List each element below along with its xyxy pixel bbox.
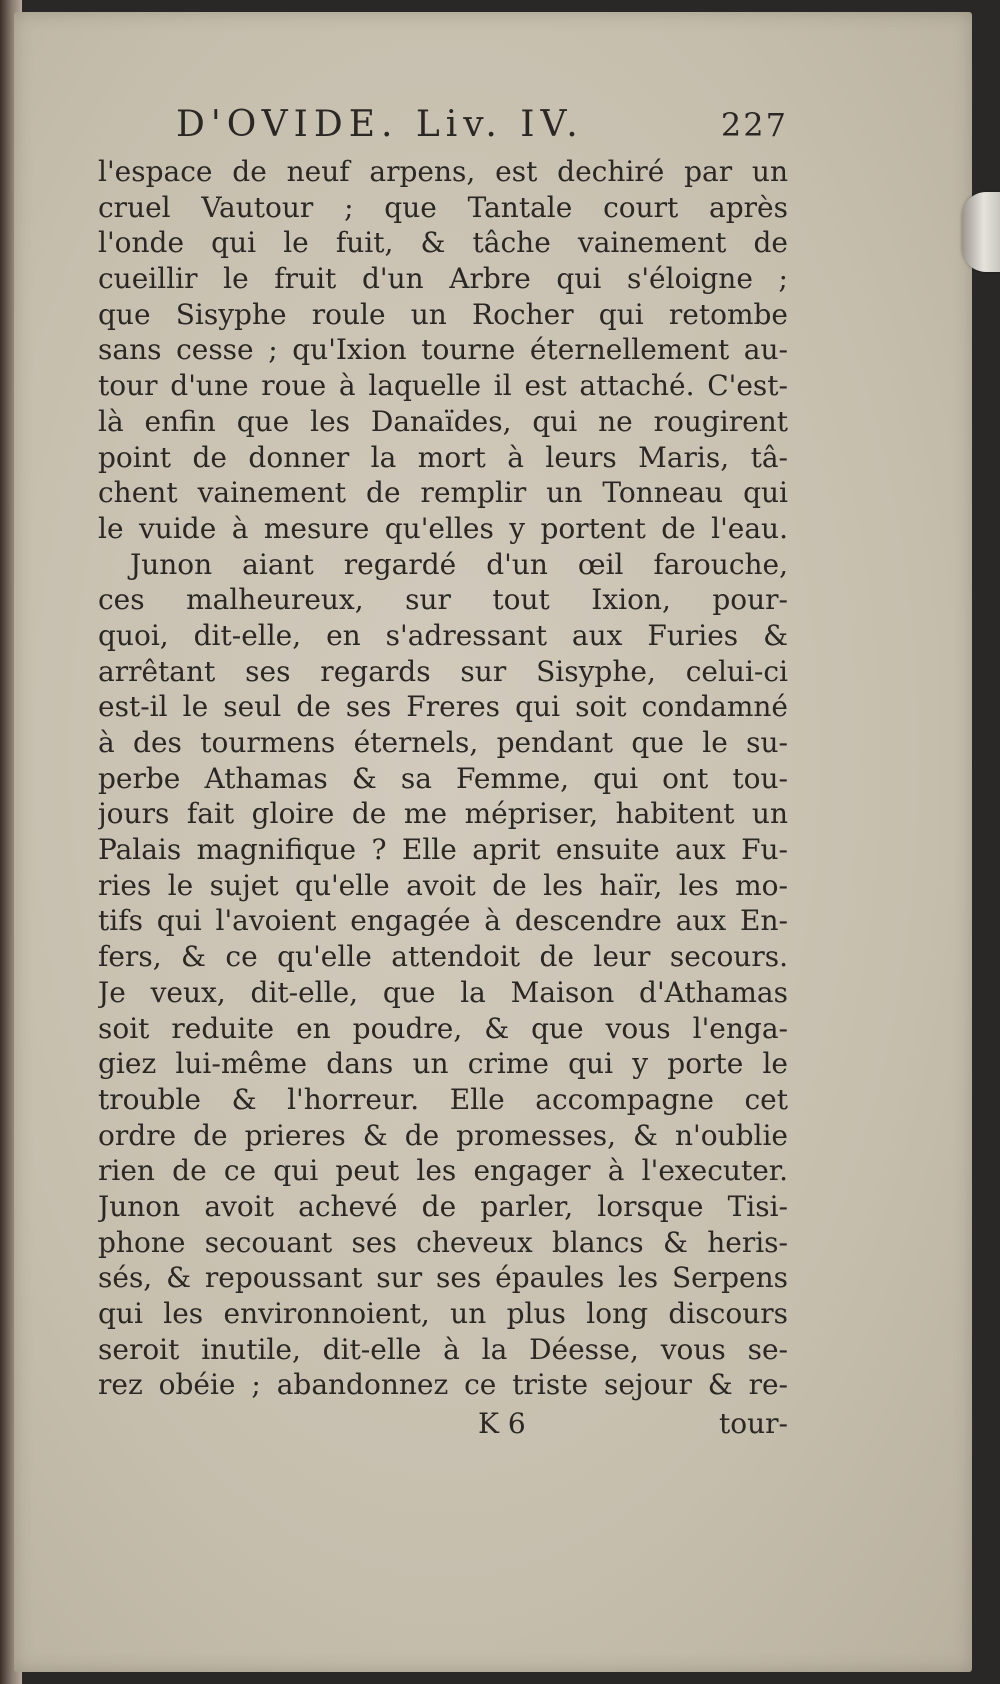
text-line: l'espace de neuf arpens, est dechiré par un [98,155,788,188]
text-line: cruel Vautour ; que Tantale court après [98,190,788,224]
page-footer [98,1407,788,1447]
text-line: rez obéie ; abandonnez ce triste sejour & re- [98,1368,788,1402]
text-line: le vuide à mesure qu'elles y portent de l'eau. [98,511,788,545]
text-line: jours fait gloire de me mépriser, habitent un [98,797,788,831]
page-tab-marker [962,192,1000,272]
text-line: giez lui-même dans un crime qui y porte le [98,1047,788,1081]
text-line: perbe Athamas & sa Femme, qui ont tou- [98,761,788,795]
text-line: là enfin que les Danaïdes, qui ne rougirent [98,404,788,438]
text-line: ordre de prieres & de promesses, & n'oublie [98,1118,788,1152]
text-line: Junon avoit achevé de parler, lorsque Tisi- [98,1189,788,1223]
text-line: seroit inutile, dit-elle à la Déesse, vous se- [98,1332,788,1366]
signature-mark: K 6 [478,1407,526,1441]
page-number: 227 [720,106,788,144]
text-line: soit reduite en poudre, & que vous l'enga- [98,1011,788,1045]
text-line: rien de ce qui peut les engager à l'executer. [98,1154,788,1188]
text-line: l'onde qui le fuit, & tâche vainement de [98,226,788,260]
page-text-block [98,104,788,1447]
running-header [98,104,788,154]
paragraph-first-line: Junon aiant regardé d'un œil farouche, [130,547,788,581]
text-line: à des tourmens éternels, pendant que le su- [98,726,788,759]
text-line: sans cesse ; qu'Ixion tourne éternellement au- [98,333,788,367]
text-line: ces malheureux, sur tout Ixion, pour- [98,583,788,617]
text-line: arrêtant ses regards sur Sisyphe, celui-ci [98,654,788,688]
text-line: phone secouant ses cheveux blancs & heris- [98,1225,788,1259]
text-line: que Sisyphe roule un Rocher qui retombe [98,297,788,331]
text-line: quoi, dit-elle, en s'adressant aux Furies & [98,618,788,652]
body-text [98,154,788,1403]
text-line: chent vainement de remplir un Tonneau qui [98,476,788,510]
text-line: point de donner la mort à leurs Maris, tâ- [98,440,788,474]
text-line: qui les environnoient, un plus long discours [98,1297,788,1330]
text-line: sés, & repoussant sur ses épaules les Serpens [98,1261,788,1295]
running-title: D'OVIDE. Liv. IV. [176,104,584,145]
text-line: Je veux, dit-elle, que la Maison d'Athamas [98,975,788,1009]
text-line: ries le sujet qu'elle avoit de les haïr, les mo- [98,868,788,902]
text-line: est-il le seul de ses Freres qui soit condamné [98,690,788,724]
text-line: cueillir le fruit d'un Arbre qui s'éloigne ; [98,262,788,296]
text-line: trouble & l'horreur. Elle accompagne cet [98,1082,788,1116]
text-line: fers, & ce qu'elle attendoit de leur secours. [98,940,788,974]
text-line: tifs qui l'avoient engagée à descendre aux En- [98,904,788,938]
text-line: tour d'une roue à laquelle il est attaché. C'est- [98,369,788,403]
catchword: tour- [719,1407,788,1441]
text-line: Palais magnifique ? Elle aprit ensuite aux Fu- [98,833,788,867]
